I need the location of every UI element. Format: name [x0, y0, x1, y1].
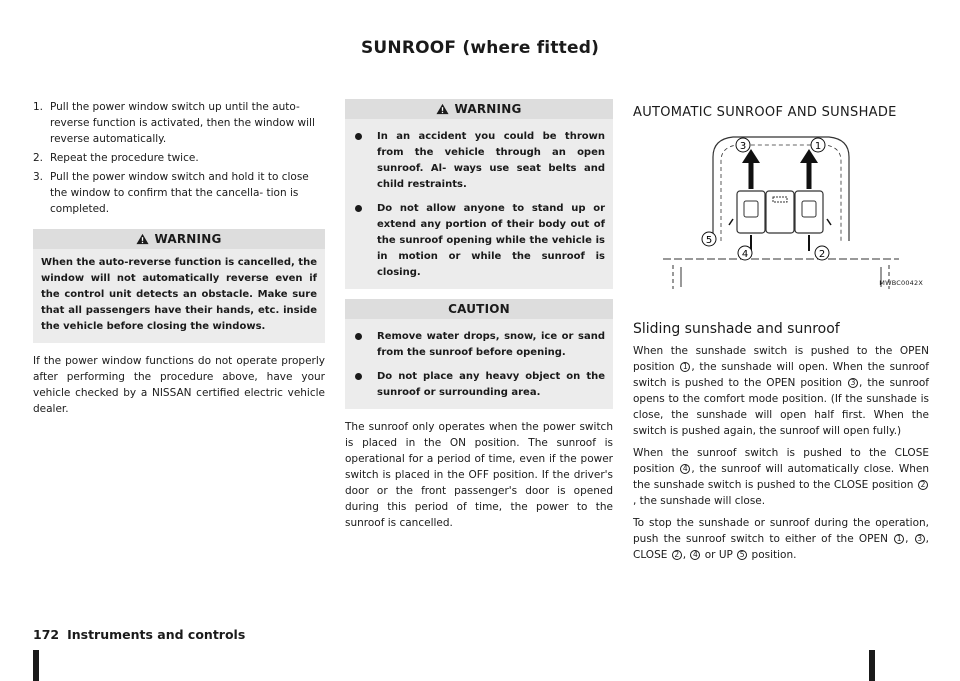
- bullet-text: In an accident you could be thrown from the vehicle through an open sunroof. Al- ways use seat belts and child restraints.: [377, 131, 605, 190]
- callout-2: 2: [818, 249, 826, 260]
- sunroof-switch-figure: [633, 129, 929, 295]
- warning-text: When the auto-reverse function is cancelled, the window will not automatically reverse even if the control unit detects an obstacle. Make sure that all passengers have their hands, etc. inside the vehicle before closing the windows.: [41, 257, 317, 332]
- circle-number: 3: [848, 378, 858, 388]
- page-footer: [33, 627, 245, 642]
- warning-icon: [436, 103, 449, 115]
- warning-title: WARNING: [454, 102, 522, 116]
- step-text: Pull the power window switch up until the auto-reverse function is activated, then the window will reverse automatically.: [50, 101, 315, 145]
- circle-number: 4: [680, 464, 690, 474]
- procedure-steps: [33, 99, 325, 217]
- section-name: Instruments and controls: [67, 627, 246, 642]
- body-paragraph: To stop the sunshade or sunroof during the operation, push the sunroof switch to either of the OPEN 1 , 3 , CLOSE 2 , 4 or UP 5 position.: [633, 517, 929, 561]
- step-item: [33, 99, 325, 147]
- body-paragraph: When the sunshade switch is pushed to the OPEN position 1 , the sunshade will open. When the sunroof switch is pushed to the OPEN position 3 , the sunroof opens to the comfort mode position. (If the sunshade is close, the sunshade will open half first. When the switch is pushed again, the sunroof will open fully.): [633, 345, 929, 437]
- step-text: Repeat the procedure twice.: [50, 152, 199, 164]
- step-number: 2.: [33, 152, 44, 164]
- caution-bullet: [353, 369, 605, 401]
- page-title: SUNROOF (where fitted): [360, 38, 600, 58]
- caution-box: [345, 299, 613, 409]
- circle-number: 1: [894, 534, 904, 544]
- circle-number: 5: [737, 550, 747, 560]
- circle-number: 2: [672, 550, 682, 560]
- bullet-dot: [355, 333, 362, 340]
- callout-1: 1: [814, 141, 822, 152]
- section-heading: AUTOMATIC SUNROOF AND SUNSHADE: [633, 105, 897, 120]
- subsection-heading: Sliding sunshade and sunroof: [633, 321, 840, 337]
- step-text: Pull the power window switch and hold it to close the window to confirm that the cancella- tion is completed.: [50, 171, 309, 215]
- warning-bullet: [353, 129, 605, 193]
- warning-box: [345, 99, 613, 289]
- body-paragraph: If the power window functions do not operate properly after performing the procedure above, have your vehicle checked by a NISSAN certified electric vehicle dealer.: [33, 355, 325, 415]
- page-edge-bar: [869, 650, 875, 681]
- column-right: [633, 99, 929, 569]
- bullet-text: Do not place any heavy object on the sunroof or surrounding area.: [377, 371, 605, 398]
- step-number: 3.: [33, 171, 44, 183]
- bullet-text: Do not allow anyone to stand up or extend any portion of their body out of the sunroof opening while the vehicle is in motion or while the sunroof is closing.: [377, 203, 605, 278]
- step-number: 1.: [33, 101, 44, 113]
- callout-3: 3: [739, 141, 747, 152]
- page-number: 172: [33, 627, 60, 642]
- sunroof-switch-illustration: [633, 129, 929, 295]
- body-paragraph: The sunroof only operates when the power switch is placed in the ON position. The sunroof is operational for a period of time, even if the power switch is placed in the OFF position. If the driver's door or the front passenger's door is opened during this period of time, the power to the sunroof is cancelled.: [345, 421, 613, 529]
- bullet-dot: [355, 373, 362, 380]
- bullet-text: Remove water drops, snow, ice or sand from the sunroof before opening.: [377, 331, 605, 358]
- warning-bullet: [353, 201, 605, 281]
- caution-title: CAUTION: [448, 302, 510, 316]
- callout-4: 4: [741, 249, 749, 260]
- bullet-dot: [355, 205, 362, 212]
- circle-number: 1: [680, 362, 690, 372]
- circle-number: 4: [690, 550, 700, 560]
- warning-header: [345, 99, 613, 119]
- step-item: [33, 150, 325, 166]
- caution-bullet: [353, 329, 605, 361]
- caution-header: [345, 299, 613, 319]
- warning-header: [33, 229, 325, 249]
- bullet-dot: [355, 133, 362, 140]
- body-paragraph: When the sunroof switch is pushed to the CLOSE position 4 , the sunroof will automatically close. When the sunshade switch is pushed to the CLOSE position 2, the sunshade will close.: [633, 447, 929, 507]
- warning-title: WARNING: [154, 232, 222, 246]
- column-left: [33, 99, 325, 417]
- warning-icon: [136, 233, 149, 245]
- page-edge-bar: [33, 650, 39, 681]
- circle-number: 2: [918, 480, 928, 490]
- column-middle: [345, 99, 613, 531]
- callout-5: 5: [705, 235, 713, 246]
- warning-box: [33, 229, 325, 343]
- step-item: [33, 169, 325, 217]
- figure-code: MWBC0042X: [879, 279, 923, 287]
- circle-number: 3: [915, 534, 925, 544]
